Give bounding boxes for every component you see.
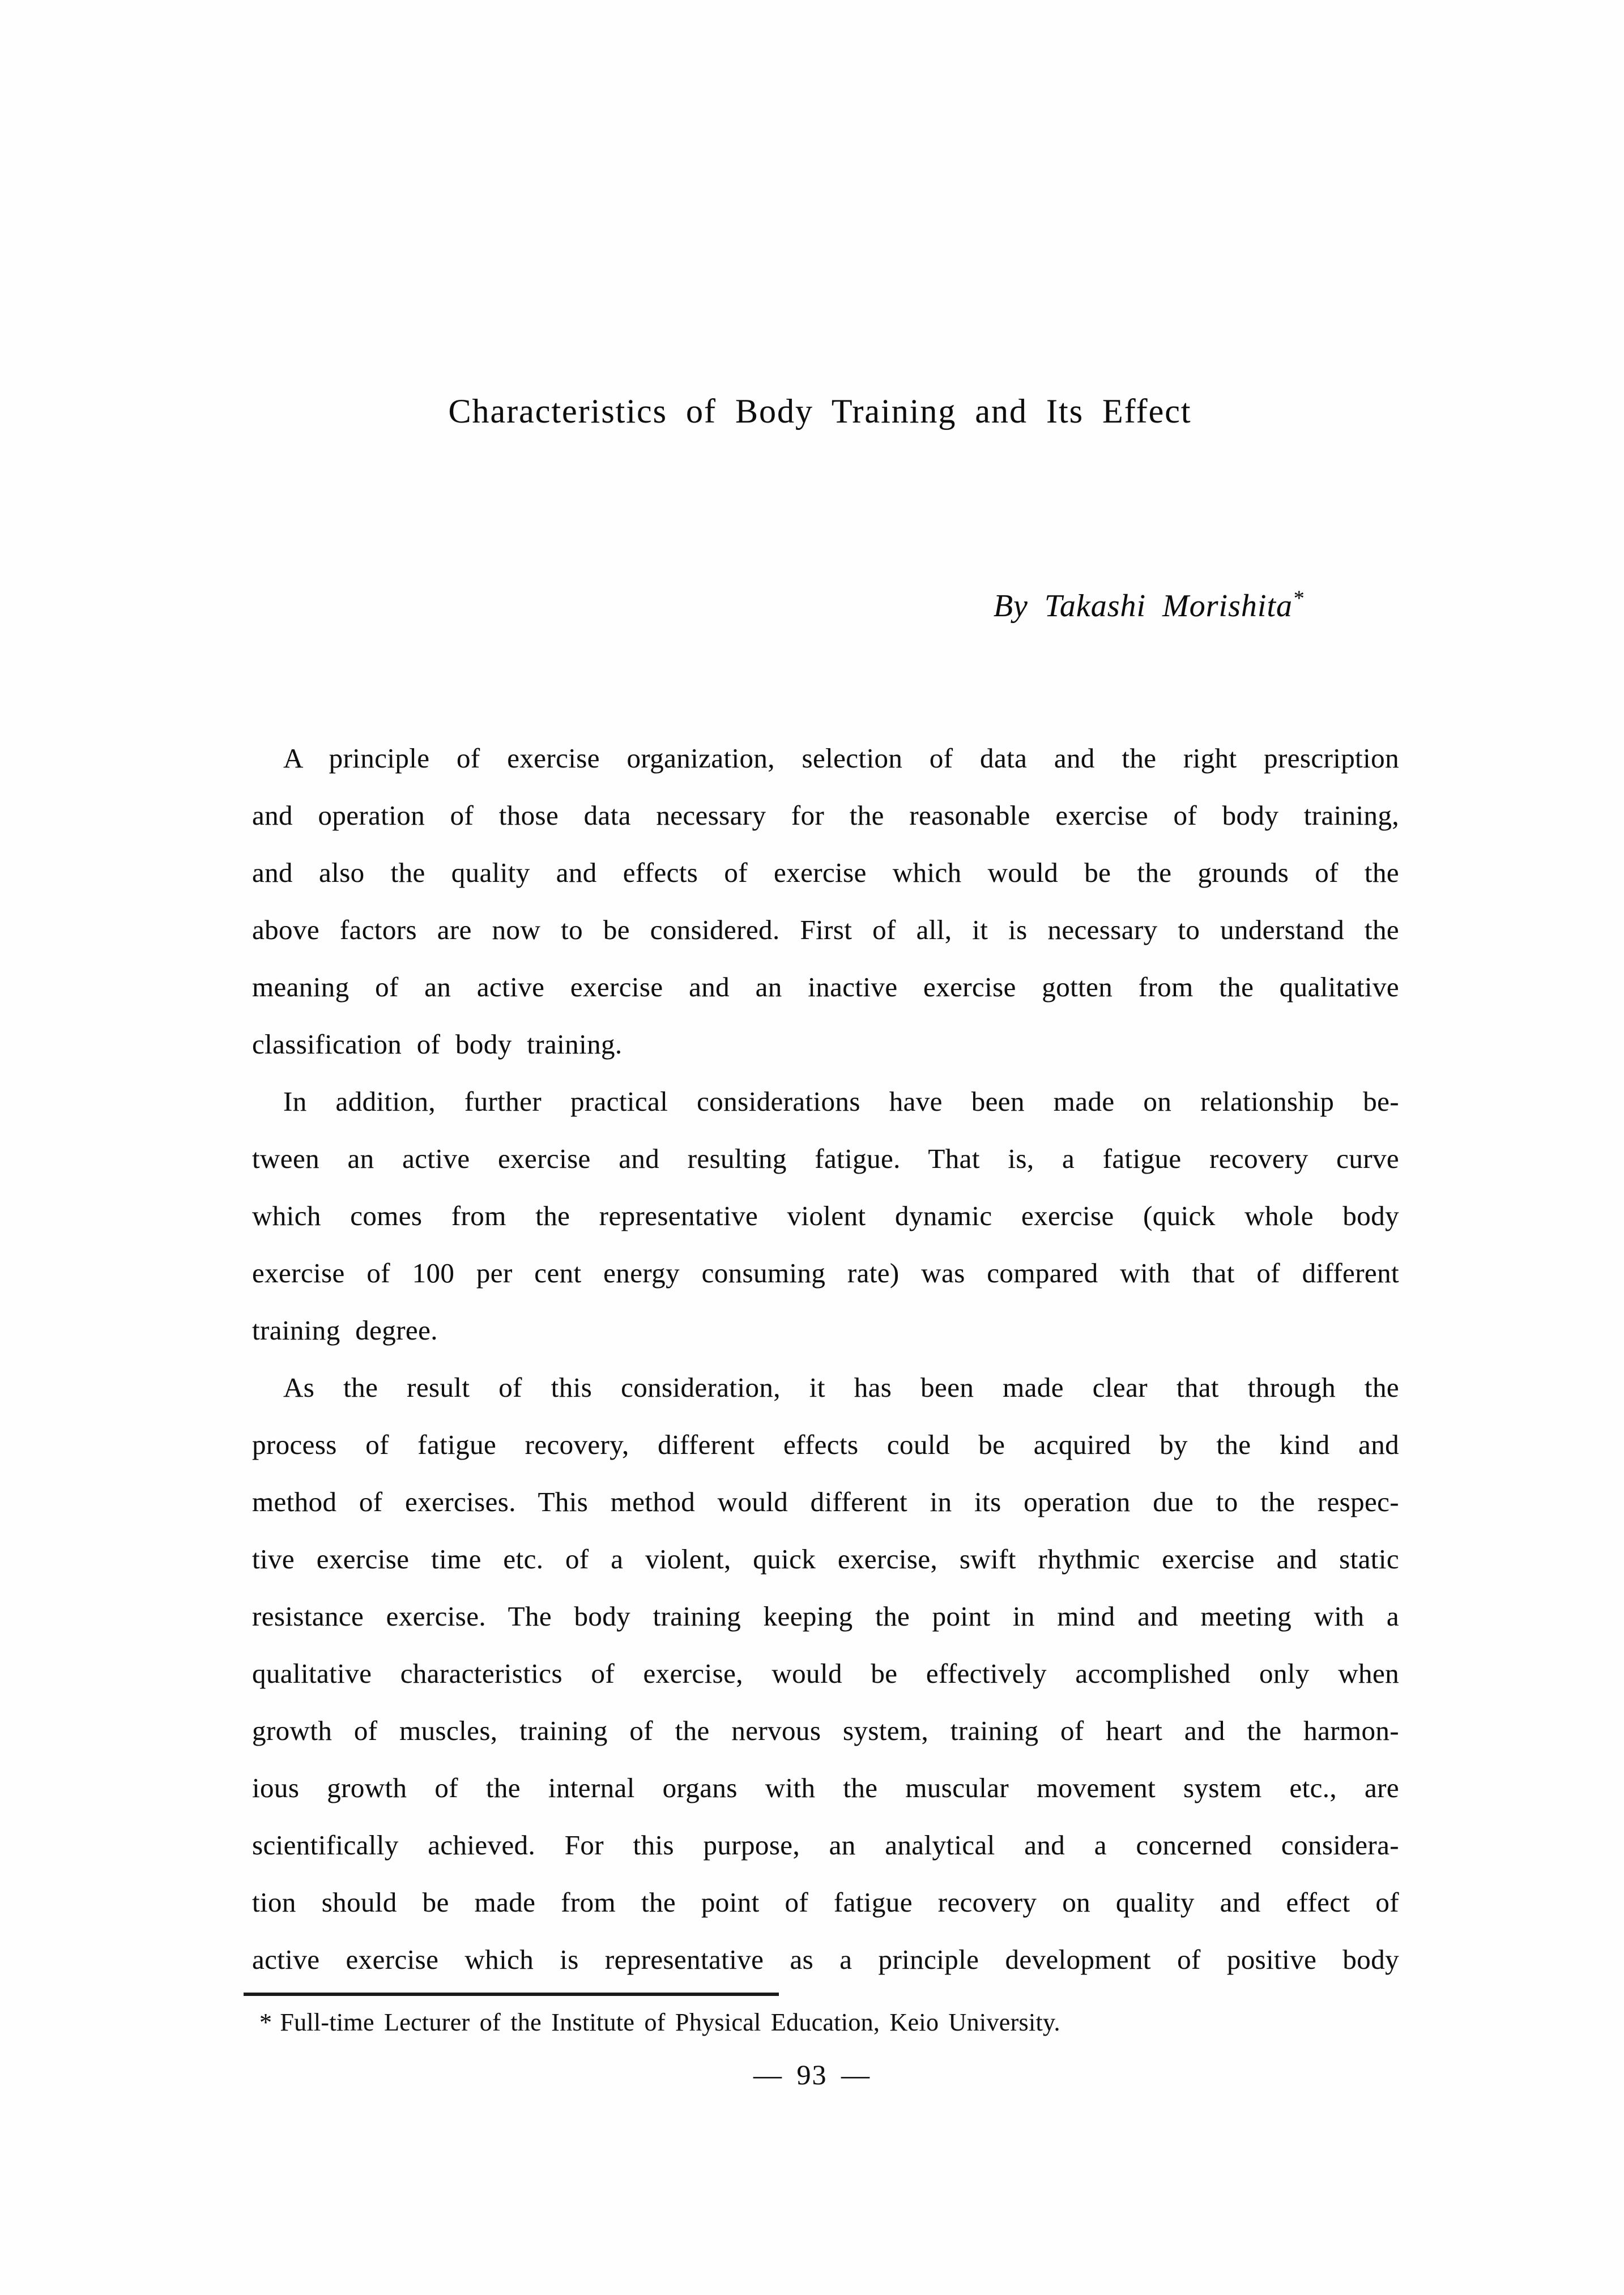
body-line: and also the quality and effects of exercise which would be the grounds of the xyxy=(252,857,1399,888)
body-line: which comes from the representative violent dynamic exercise (quick whole body xyxy=(252,1200,1399,1231)
footnote-text: Full-time Lecturer of the Institute of Physical Education, Keio University. xyxy=(280,2008,1060,2036)
body-line: As the result of this consideration, it has been made clear that through the xyxy=(283,1372,1399,1403)
body-line: classification of body training. xyxy=(252,1029,623,1060)
page-title: Characteristics of Body Training and Its Effect xyxy=(448,393,1192,430)
body-line: method of exercises. This method would different in its operation due to the respec- xyxy=(252,1486,1399,1517)
body-line: growth of muscles, training of the nervous system, training of heart and the harmon- xyxy=(252,1715,1399,1746)
body-line: above factors are now to be considered. First of all, it is necessary to understand the xyxy=(252,914,1399,945)
body-line: tween an active exercise and resulting fatigue. That is, a fatigue recovery curve xyxy=(252,1143,1399,1174)
byline-text: By Takashi Morishita xyxy=(993,588,1293,624)
body-line: and operation of those data necessary for the reasonable exercise of body training, xyxy=(252,800,1399,831)
footnote-symbol: * xyxy=(259,2008,272,2036)
body-line: tive exercise time etc. of a violent, quick exercise, swift rhythmic exercise and static xyxy=(252,1543,1399,1575)
body-line: tion should be made from the point of fatigue recovery on quality and effect of xyxy=(252,1887,1399,1918)
article-body xyxy=(252,730,1399,1988)
body-line: process of fatigue recovery, different effects could be acquired by the kind and xyxy=(252,1429,1399,1460)
byline xyxy=(994,588,1304,624)
byline-footnote-marker: * xyxy=(1293,586,1304,611)
body-line: qualitative characteristics of exercise, would be effectively accomplished only when xyxy=(252,1658,1399,1689)
body-line: training degree. xyxy=(252,1315,438,1346)
body-line: ious growth of the internal organs with the muscular movement system etc., are xyxy=(252,1772,1399,1803)
body-line: In addition, further practical considerations have been made on relationship be- xyxy=(283,1086,1399,1117)
body-line: scientifically achieved. For this purpose, an analytical and a concerned considera- xyxy=(252,1829,1399,1861)
footnote xyxy=(259,2008,1060,2037)
body-line: resistance exercise. The body training keeping the point in mind and meeting with a xyxy=(252,1601,1399,1632)
page-number: — 93 — xyxy=(753,2059,871,2091)
footnote-divider xyxy=(244,1993,779,1996)
body-line: exercise of 100 per cent energy consuming rate) was compared with that of different xyxy=(252,1257,1399,1289)
body-line: active exercise which is representative as a principle development of positive body xyxy=(252,1944,1399,1975)
body-line: A principle of exercise organization, selection of data and the right prescription xyxy=(283,743,1399,774)
body-line: meaning of an active exercise and an inactive exercise gotten from the qualitative xyxy=(252,971,1399,1003)
